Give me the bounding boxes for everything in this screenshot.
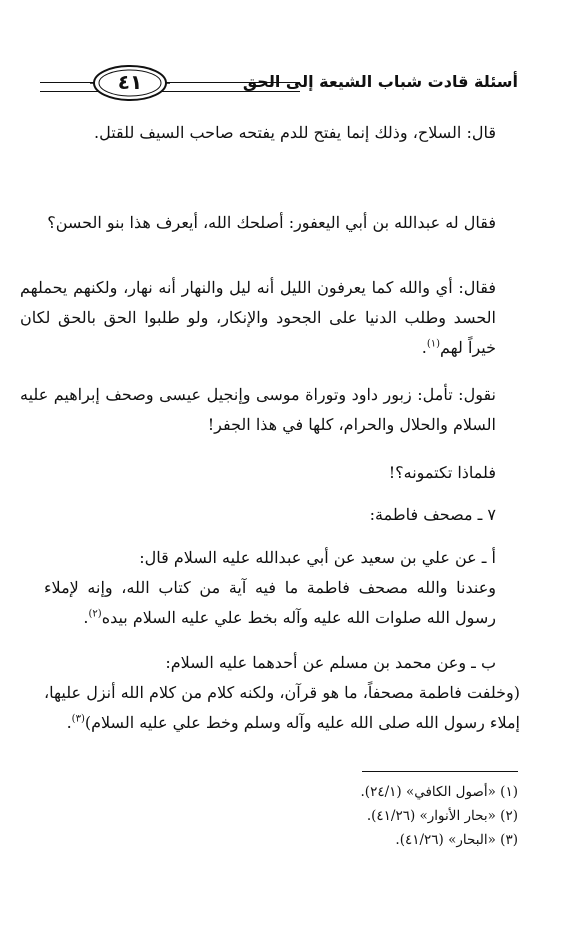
page-header	[40, 62, 518, 106]
footnote-rule	[362, 771, 518, 772]
paragraph: قال: السلاح، وذلك إنما يفتح للدم يفتحه صاحب السيف للقتل.	[94, 123, 496, 142]
narration-chain: ب ـ وعن محمد بن مسلم عن أحدهما عليه السلام:	[165, 653, 496, 672]
footnote: (٣) «البحار» (٤١/٢٦).	[395, 832, 518, 848]
narration-chain: أ ـ عن علي بن سعيد عن أبي عبدالله عليه السلام قال:	[139, 548, 496, 567]
paragraph: فقال له عبدالله بن أبي اليعفور: أصلحك الله، أيعرف هذا بنو الحسن؟	[47, 213, 496, 232]
footnote: (١) «أصول الكافي» (٢٤/١).	[360, 784, 518, 800]
paragraph: فلماذا تكتمونه؟!	[388, 463, 496, 482]
narration-b	[44, 648, 520, 738]
paragraph: فقال: أي والله كما يعرفون الليل أنه ليل والنهار أنه نهار، ولكنهم يحملهم الحسد وطلب الدنيا على الجحود والإنكار، ولو طلبوا الحق بالحق لكان خيراً لهم$^{(١)}$.	[20, 278, 496, 357]
footnote: (٢) «بحار الأنوار» (٤١/٢٦).	[366, 808, 518, 824]
footnote-ref: (١)	[426, 338, 441, 350]
footnote-ref: (٢)	[88, 608, 102, 620]
narration-text: (وخلفت فاطمة مصحفاً، ما هو قرآن، ولكنه كلام من كلام الله أنزل عليها، إملاء رسول الله صلى الله عليه وآله وسلم وخط علي عليه السلام)$^{(٣)}$.	[44, 683, 520, 732]
running-title: أسئلة قادت شباب الشيعة إلى الحق	[242, 72, 518, 91]
page-number: ٤١	[117, 70, 143, 94]
narration-text: وعندنا والله مصحف فاطمة ما فيه آية من كتاب الله، وإنه لإملاء رسول الله صلوات الله عليه وآله بخط علي عليه السلام بيده$^{(٢)}$.	[44, 578, 496, 627]
header-rule	[40, 82, 300, 92]
narration-a	[44, 543, 520, 633]
section-heading: ٧ ـ مصحف فاطمة:	[369, 505, 496, 524]
footnotes	[42, 780, 518, 852]
footnote-ref: (٣)	[71, 713, 85, 725]
paragraph: نقول: تأمل: زبور داود وتوراة موسى وإنجيل عيسى وصحف إبراهيم عليه السلام والحلال والحرام، كلها في هذا الجفر!	[20, 385, 496, 434]
